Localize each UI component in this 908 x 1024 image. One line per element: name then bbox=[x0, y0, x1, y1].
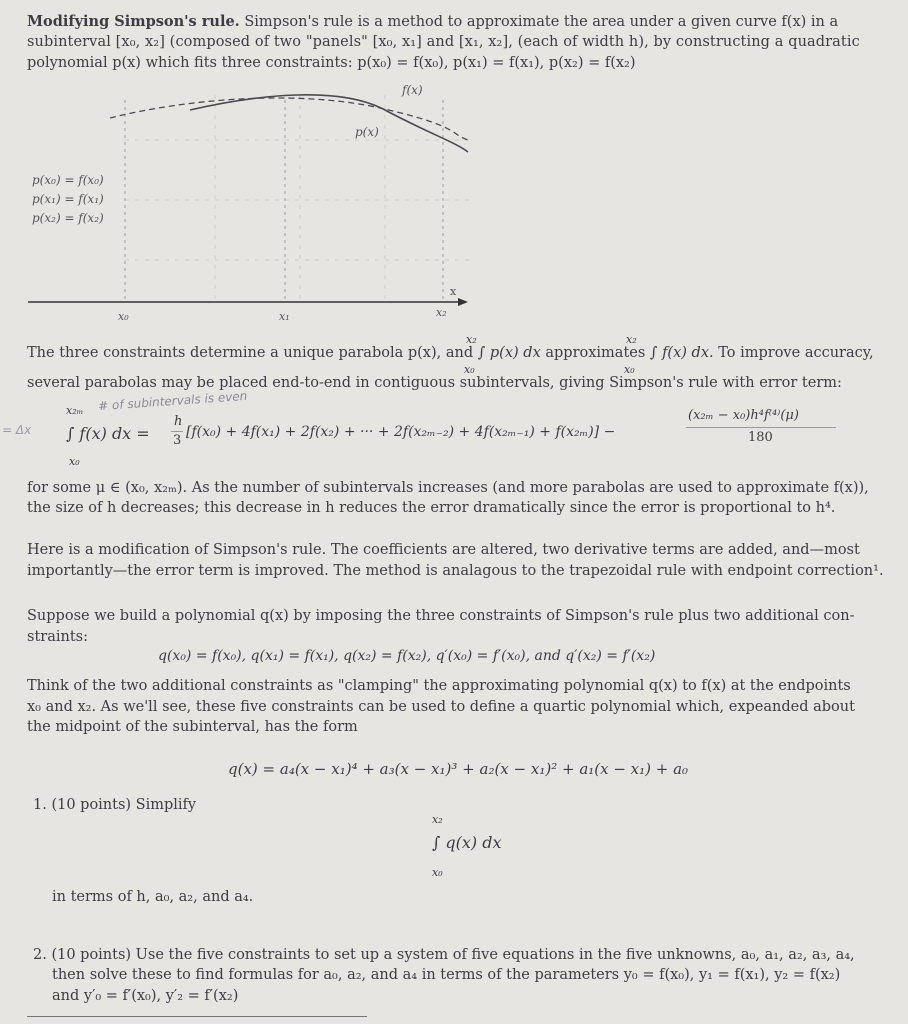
int2-lower-limit: x₀ bbox=[624, 363, 635, 376]
constraint-0: p(x₀) = f(x₀) bbox=[32, 173, 104, 187]
para5-line-1: Suppose we build a polynomial q(x) by imposing the three constraints of Simpson's rule plus two additional con- bbox=[27, 608, 855, 624]
x-axis-arrow bbox=[458, 298, 468, 306]
int1-upper-limit: x₂ bbox=[466, 333, 477, 346]
axis-label-x1: x₁ bbox=[279, 310, 290, 323]
simpson-frac-bar bbox=[171, 431, 183, 432]
para2-line-1 bbox=[27, 344, 874, 363]
footnote-rule bbox=[27, 1016, 367, 1017]
para2-line-1a: The three constraints determine a unique parabola p(x), and bbox=[27, 345, 474, 361]
simpson-error-bar bbox=[686, 427, 836, 428]
question-2-line-1: 2. (10 points) Use the five constraints to set up a system of five equations in the five unknowns, a₀, a₁, a₂, a₃, a₄, bbox=[33, 947, 855, 963]
intro-line-1 bbox=[27, 12, 838, 32]
question-1-label: 1. (10 points) Simplify bbox=[33, 797, 197, 813]
int2-upper-limit: x₂ bbox=[626, 333, 637, 346]
int1-lower-limit: x₀ bbox=[464, 363, 475, 376]
quartic-equation: q(x) = a₄(x − x₁)⁴ + a₃(x − x₁)³ + a₂(x − x₁)² + a₁(x − x₁) + a₀ bbox=[228, 760, 689, 778]
para2-line-1b: approximates bbox=[545, 345, 646, 361]
question-2-line-2: then solve these to find formulas for a₀, a₂, and a₄ in terms of the parameters y₀ = f(x₀), y₁ = f(x₁), y₂ = f(x₂) bbox=[52, 967, 841, 983]
simpson-error-num: (x₂ₘ − x₀)h⁴f⁽⁴⁾(μ) bbox=[688, 408, 799, 423]
intro-line-2: subinterval [x₀, x₂] (composed of two "panels" [x₀, x₁] and [x₁, x₂], (each of width h), by constructing a quadratic bbox=[27, 34, 860, 50]
simpson-int-lower: x₀ bbox=[69, 455, 80, 468]
question-1-tail: in terms of h, a₀, a₂, and a₄. bbox=[52, 889, 254, 905]
handwritten-margin-dx: = Δx bbox=[2, 423, 32, 437]
para2-line-1c: To improve accuracy, bbox=[718, 345, 874, 361]
axis-label-x0: x₀ bbox=[118, 310, 129, 323]
simpson-int-upper: x₂ₘ bbox=[66, 404, 84, 417]
para3-line-1: for some μ ∈ (x₀, x₂ₘ). As the number of subintervals increases (and more parabolas are used to approximate f(x)), bbox=[27, 480, 869, 496]
q1-integral: ∫ q(x) dx bbox=[432, 833, 502, 852]
para2-line-2: several parabolas may be placed end-to-end in contiguous subintervals, giving Simpson's rule with error term: bbox=[27, 375, 842, 391]
integral-fx: ∫ f(x) dx. bbox=[649, 345, 714, 361]
simpson-frac-num: h bbox=[174, 414, 183, 429]
intro-line-1-text: Simpson's rule is a method to approximate the area under a given curve f(x) in a bbox=[244, 14, 839, 30]
intro-title: Modifying Simpson's rule. bbox=[27, 13, 240, 30]
para6-line-3: the midpoint of the subinterval, has the form bbox=[27, 719, 358, 735]
q1-int-upper: x₂ bbox=[432, 813, 443, 826]
vertical-guides bbox=[125, 100, 443, 302]
para6-line-1: Think of the two additional constraints as "clamping" the approximating polynomial q(x) to f(x) at the endpoints bbox=[27, 678, 851, 694]
px-parabola bbox=[110, 98, 468, 140]
simpson-error-den: 180 bbox=[748, 430, 773, 445]
simpson-lhs: ∫ f(x) dx = bbox=[66, 424, 150, 443]
px-label: p(x) bbox=[355, 125, 379, 139]
axis-label-x2: x₂ bbox=[436, 306, 447, 319]
fx-label: f(x) bbox=[402, 83, 423, 97]
constraint-2: p(x₂) = f(x₂) bbox=[32, 211, 104, 225]
clamped-constraints-equation: q(x₀) = f(x₀), q(x₁) = f(x₁), q(x₂) = f(x₂), q′(x₀) = f′(x₀), and q′(x₂) = f′(x₂) bbox=[158, 648, 656, 664]
simpson-sum: [f(x₀) + 4f(x₁) + 2f(x₂) + ··· + 2f(x₂ₘ₋₂) + 4f(x₂ₘ₋₁) + f(x₂ₘ)] − bbox=[186, 424, 616, 440]
handwritten-note: # of subintervals is even bbox=[97, 388, 248, 414]
para4-line-2: importantly—the error term is improved. The method is analagous to the trapezoidal rule with endpoint correction¹. bbox=[27, 563, 884, 579]
simpson-frac-den: 3 bbox=[173, 433, 182, 448]
x-axis-label: x bbox=[450, 285, 457, 298]
para5-line-2: straints: bbox=[27, 629, 88, 645]
question-2-line-3: and y′₀ = f′(x₀), y′₂ = f′(x₂) bbox=[52, 988, 239, 1004]
intro-line-3: polynomial p(x) which fits three constraints: p(x₀) = f(x₀), p(x₁) = f(x₁), p(x₂) = f(x₂) bbox=[27, 55, 636, 71]
q1-int-lower: x₀ bbox=[432, 866, 443, 879]
para3-line-2: the size of h decreases; this decrease in h reduces the error dramatically since the error is proportional to h⁴. bbox=[27, 500, 836, 516]
fx-curve bbox=[190, 95, 468, 152]
integral-px: ∫ p(x) dx bbox=[477, 345, 541, 361]
constraint-1: p(x₁) = f(x₁) bbox=[32, 192, 104, 206]
parabola-figure bbox=[0, 70, 908, 330]
para4-line-1: Here is a modification of Simpson's rule. The coefficients are altered, two derivative terms are added, and—most bbox=[27, 542, 860, 558]
para6-line-2: x₀ and x₂. As we'll see, these five constraints can be used to define a quartic polynomial which, expeanded about bbox=[27, 699, 855, 715]
